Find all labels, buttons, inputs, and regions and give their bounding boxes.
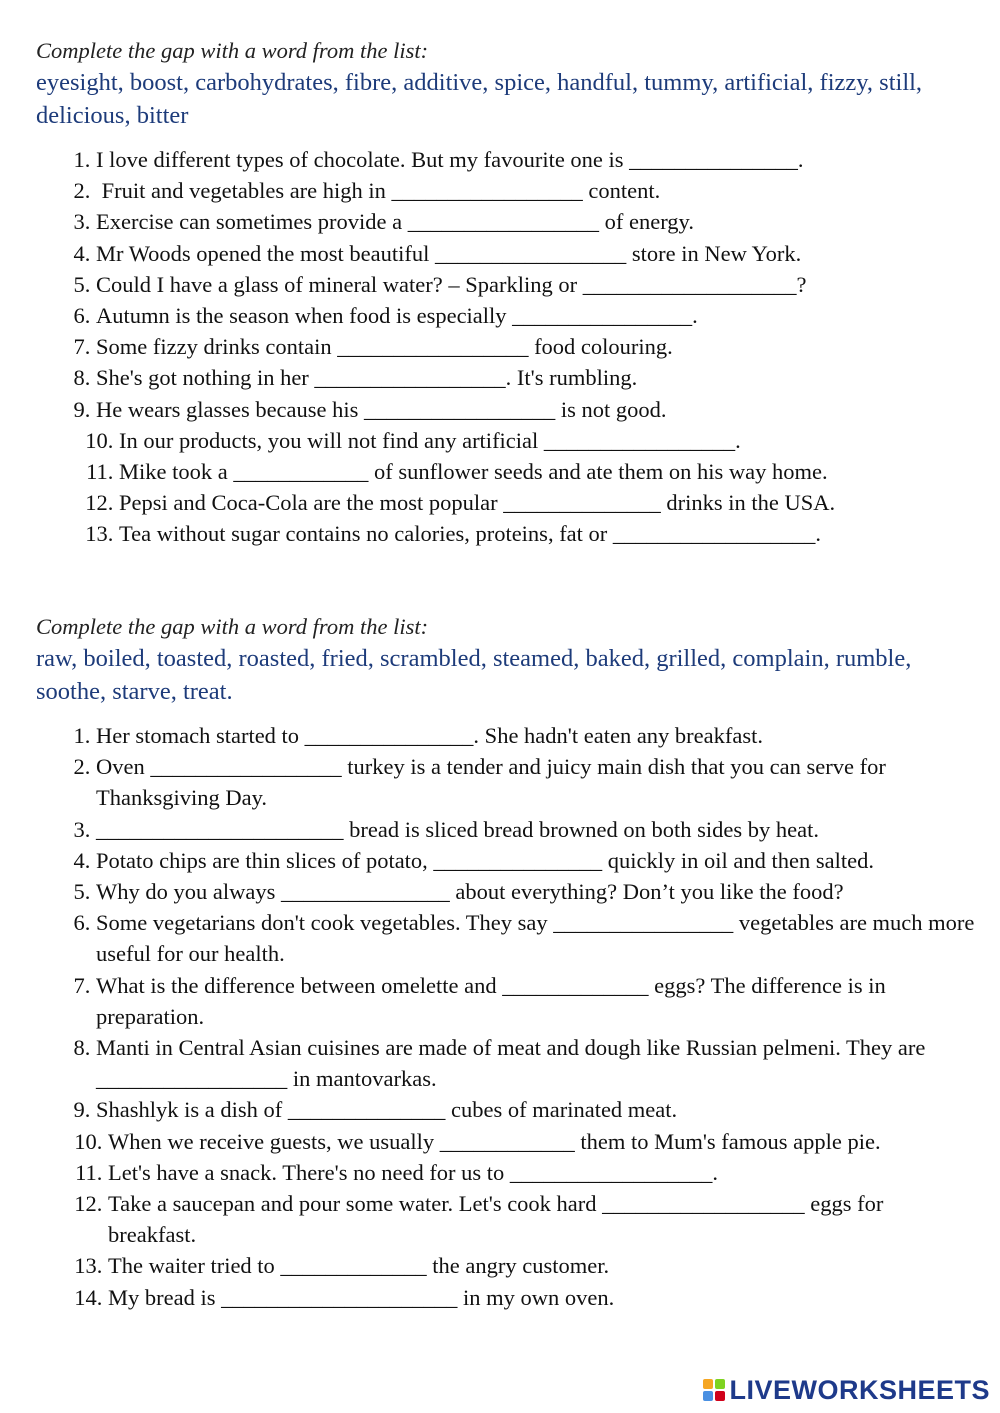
logo-square-3 <box>703 1391 713 1401</box>
exercise-1 <box>36 36 976 550</box>
question-item <box>36 331 976 362</box>
exercise-1-questions <box>36 144 976 550</box>
question-number: 5. <box>73 879 96 905</box>
question-number: 12. <box>74 1191 108 1217</box>
exercise-1-word-list: eyesight, boost, carbohydrates, fibre, additive, spice, handful, tummy, artificial, fizzy, still, delicious, bitter <box>36 69 923 129</box>
liveworksheets-logo-text: LIVEWORKSHEETS <box>729 1374 990 1405</box>
question-number: 2. <box>73 754 96 780</box>
question-text[interactable]: Shashlyk is a dish of ______________ cubes of marinated meat. <box>96 1097 678 1123</box>
question-text[interactable]: I love different types of chocolate. But my favourite one is _______________. <box>96 147 804 172</box>
question-number: 4. <box>73 847 96 873</box>
question-number: 8. <box>73 365 96 391</box>
question-text[interactable]: What is the difference between omelette and _____________ eggs? The difference is in preparation. <box>96 972 892 1029</box>
question-item <box>36 518 976 549</box>
question-number: 14. <box>74 1284 108 1310</box>
question-number: 10. <box>85 427 119 453</box>
question-number: 1. <box>73 147 96 172</box>
question-number: 9. <box>73 396 96 422</box>
question-number: 4. <box>73 240 96 266</box>
question-item <box>36 269 976 300</box>
question-text[interactable]: Let's have a snack. There's no need for us to __________________. <box>108 1159 719 1185</box>
question-text[interactable]: My bread is _____________________ in my own oven. <box>108 1284 615 1310</box>
question-text[interactable]: Take a saucepan and pour some water. Let's cook hard __________________ eggs for breakfast. <box>108 1191 890 1248</box>
question-item <box>36 456 976 487</box>
question-item <box>36 720 976 751</box>
question-item <box>36 1094 976 1125</box>
question-item <box>36 1188 976 1250</box>
question-item <box>36 1032 976 1094</box>
question-text[interactable]: Why do you always _______________ about everything? Don’t you like the food? <box>96 879 844 905</box>
exercise-1-instruction: Complete the gap with a word from the list: <box>36 38 429 63</box>
question-number: 11. <box>86 459 119 485</box>
question-item <box>36 175 976 206</box>
question-number: 13. <box>74 1253 108 1279</box>
exercise-2 <box>36 612 981 1313</box>
question-text[interactable]: Autumn is the season when food is especially ________________. <box>96 303 698 329</box>
question-number: 11. <box>75 1159 108 1185</box>
question-number: 5. <box>73 271 96 297</box>
question-text[interactable]: Oven _________________ turkey is a tender and juicy main dish that you can serve for Thanksgiving Day. <box>96 754 892 811</box>
exercise-2-word-list: raw, boiled, toasted, roasted, fried, scrambled, steamed, baked, grilled, complain, rumble, soothe, starve, treat. <box>36 645 912 705</box>
question-number: 6. <box>73 910 96 936</box>
question-text[interactable]: Her stomach started to _______________. She hadn't eaten any breakfast. <box>96 723 764 748</box>
logo-square-1 <box>703 1379 713 1389</box>
question-number: 9. <box>73 1097 96 1123</box>
question-text[interactable]: Mike took a ____________ of sunflower seeds and ate them on his way home. <box>119 459 828 485</box>
question-number: 7. <box>73 334 96 360</box>
question-number: 2. <box>73 178 96 204</box>
question-text[interactable]: ______________________ bread is sliced bread browned on both sides by heat. <box>96 816 819 842</box>
question-item <box>36 144 976 175</box>
question-text[interactable]: Manti in Central Asian cuisines are made of meat and dough like Russian pelmeni. They are _________________ in mantovarkas. <box>96 1035 931 1092</box>
question-number: 8. <box>73 1035 96 1061</box>
question-item <box>36 1250 976 1281</box>
logo-square-4 <box>715 1391 725 1401</box>
question-text[interactable]: Some vegetarians don't cook vegetables. They say ________________ vegetables are much more useful for our health. <box>96 910 981 967</box>
question-number: 3. <box>73 209 96 235</box>
question-text[interactable]: He wears glasses because his _________________ is not good. <box>96 396 667 422</box>
question-number: 3. <box>73 816 96 842</box>
question-number: 12. <box>85 490 119 516</box>
question-number: 6. <box>73 303 96 329</box>
logo-square-2 <box>715 1379 725 1389</box>
question-number: 10. <box>74 1128 108 1154</box>
question-item <box>36 425 976 456</box>
question-text[interactable]: She's got nothing in her _________________. It's rumbling. <box>96 365 638 391</box>
question-number: 7. <box>73 972 96 998</box>
question-item <box>36 1126 976 1157</box>
question-item <box>36 814 976 845</box>
question-text[interactable]: Tea without sugar contains no calories, proteins, fat or __________________. <box>119 521 822 547</box>
question-item <box>36 970 976 1032</box>
question-item <box>36 1157 976 1188</box>
question-item <box>36 394 976 425</box>
question-item <box>36 362 976 393</box>
question-item <box>36 845 976 876</box>
question-text[interactable]: When we receive guests, we usually ____________ them to Mum's famous apple pie. <box>108 1128 881 1154</box>
question-text[interactable]: The waiter tried to _____________ the angry customer. <box>108 1253 610 1279</box>
question-text[interactable]: Mr Woods opened the most beautiful _________________ store in New York. <box>96 240 802 266</box>
question-item <box>36 751 976 813</box>
question-item <box>36 300 976 331</box>
exercise-2-instruction: Complete the gap with a word from the list: <box>36 614 429 639</box>
question-text[interactable]: Could I have a glass of mineral water? – Sparkling or ___________________? <box>96 271 807 297</box>
question-text[interactable]: Exercise can sometimes provide a _________________ of energy. <box>96 209 694 235</box>
question-item <box>36 487 976 518</box>
question-number: 1. <box>73 723 96 748</box>
question-item <box>36 1282 976 1313</box>
liveworksheets-logo-icon <box>703 1379 725 1401</box>
question-text[interactable]: Pepsi and Coca-Cola are the most popular ______________ drinks in the USA. <box>119 490 836 516</box>
question-text[interactable]: Some fizzy drinks contain _________________ food colouring. <box>96 334 673 360</box>
exercise-2-questions <box>36 720 981 1313</box>
liveworksheets-logo <box>703 1373 990 1407</box>
question-item <box>36 238 976 269</box>
question-text[interactable]: Fruit and vegetables are high in _________________ content. <box>96 178 661 204</box>
question-number: 13. <box>85 521 119 547</box>
question-text[interactable]: Potato chips are thin slices of potato, _______________ quickly in oil and then salted. <box>96 847 875 873</box>
question-item <box>36 907 981 969</box>
question-text[interactable]: In our products, you will not find any artificial _________________. <box>119 427 741 453</box>
question-item <box>36 206 976 237</box>
question-item <box>36 876 976 907</box>
